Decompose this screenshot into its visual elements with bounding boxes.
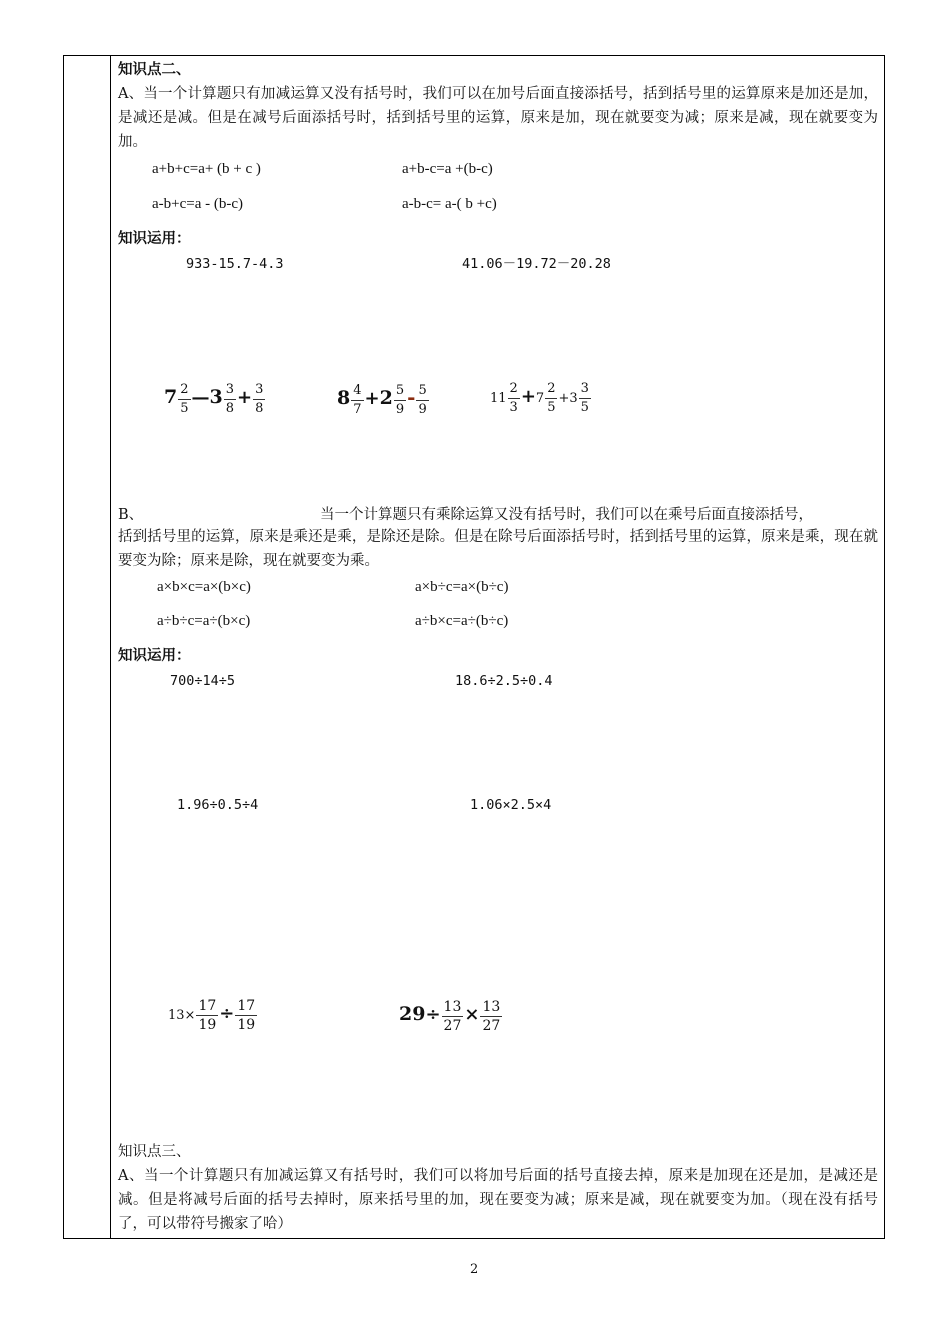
exercise-1: 933-15.7-4.3 — [186, 256, 284, 272]
whole-number: 3 — [569, 391, 578, 406]
fraction: $\frac{2}{5}$ — [180, 381, 189, 416]
rule-mul-1: a×b×c=a×(b×c) — [157, 579, 251, 595]
fraction-exercise-5 — [399, 995, 503, 1035]
whole-number: 8 — [337, 387, 351, 409]
rule-mul-3: a÷b÷c=a÷(b×c) — [157, 613, 251, 629]
fraction: $\frac{3}{8}$ — [255, 381, 264, 416]
section3-paragraph-a: A、当一个计算题只有加减运算又有括号时，我们可以将加号后面的括号直接去掉，原来是加现在还是加，是减还是减。但是将减号后面的括号去掉时，原来括号里的加，现在要变为减；原来是减，现在就要变为加。（现在没有括号了，可以带符号搬家了哈） — [118, 1168, 878, 1232]
practice-label-2: 知识运用： — [118, 647, 191, 664]
fraction-exercise-2 — [337, 378, 430, 419]
fraction-exercise-4 — [168, 995, 258, 1035]
fraction-exercise-3 — [490, 378, 592, 418]
fraction: $\frac{13}{27}$ — [482, 998, 501, 1034]
operator: + — [237, 387, 253, 408]
practice-label-1: 知识运用： — [118, 230, 191, 247]
rule-add-2: a+b-c=a +(b-c) — [402, 161, 493, 177]
operator: + — [558, 391, 570, 406]
fraction: $\frac{4}{7}$ — [353, 382, 362, 417]
whole-number: 7 — [535, 391, 545, 406]
b-label: B、 — [118, 507, 144, 523]
page-number: 2 — [470, 1262, 479, 1277]
section3-heading: 知识点三、 — [118, 1144, 191, 1160]
fraction: $\frac{3}{5}$ — [580, 380, 589, 415]
section2-heading: 知识点二、 — [118, 61, 191, 78]
fraction: $\frac{5}{9}$ — [418, 382, 427, 417]
operator: × — [464, 1004, 480, 1025]
rule-add-1: a+b+c=a+ (b + c ) — [152, 161, 261, 177]
operator: ÷ — [219, 1003, 235, 1024]
exercise-4: 18.6÷2.5÷0.4 — [455, 673, 553, 689]
exercise-2: 41.06－19.72－20.28 — [462, 256, 611, 272]
whole-number: 29 — [399, 1003, 426, 1025]
fraction: $\frac{5}{9}$ — [395, 382, 405, 417]
operator: + — [520, 386, 536, 407]
fraction: $\frac{3}{8}$ — [225, 381, 235, 416]
whole-number: 2 — [379, 387, 393, 409]
rule-mul-2: a×b÷c=a×(b÷c) — [415, 579, 509, 595]
exercise-5: 1.96÷0.5÷4 — [177, 797, 259, 813]
operator: + — [364, 388, 380, 409]
whole-number: 3 — [209, 386, 223, 408]
operator: - — [407, 385, 416, 409]
paragraph-b-first-line: 当一个计算题只有乘除运算又没有括号时，我们可以在乘号后面直接添括号， — [320, 507, 813, 523]
column-divider — [110, 55, 111, 1239]
fraction: $\frac{17}{19}$ — [237, 997, 256, 1033]
fraction: $\frac{2}{5}$ — [547, 380, 556, 415]
paragraph-b-rest: 括到括号里的运算，原来是乘还是乘，是除还是除。但是在除号后面添括号时，括到括号里的运算，原来是乘，现在就要变为除；原来是除，现在就要变为乘。 — [118, 529, 878, 569]
whole-number: 13 — [168, 1008, 185, 1023]
fraction: $\frac{17}{19}$ — [198, 997, 217, 1033]
operator: × — [184, 1008, 196, 1023]
operator: — — [191, 387, 210, 408]
section2-paragraph-a: A、当一个计算题只有加减运算又没有括号时，我们可以在加号后面直接添括号，括到括号里的运算原来是加还是加，是减还是减。但是在减号后面添括号时，括到括号里的运算，原来是加，现在就要变为减；原来是减，现在就要变为加。 — [118, 86, 878, 150]
fraction: $\frac{2}{3}$ — [509, 380, 518, 415]
rule-add-4: a-b-c= a-( b +c) — [402, 196, 497, 212]
fraction-exercise-1 — [164, 378, 266, 418]
exercise-3: 700÷14÷5 — [170, 673, 236, 689]
exercise-6: 1.06×2.5×4 — [470, 797, 552, 813]
rule-mul-4: a÷b×c=a÷(b÷c) — [415, 613, 509, 629]
operator: ÷ — [425, 1004, 441, 1025]
whole-number: 7 — [164, 386, 178, 408]
rule-add-3: a-b+c=a - (b-c) — [152, 196, 244, 212]
whole-number: 11 — [490, 391, 507, 406]
fraction: $\frac{13}{27}$ — [443, 998, 462, 1034]
